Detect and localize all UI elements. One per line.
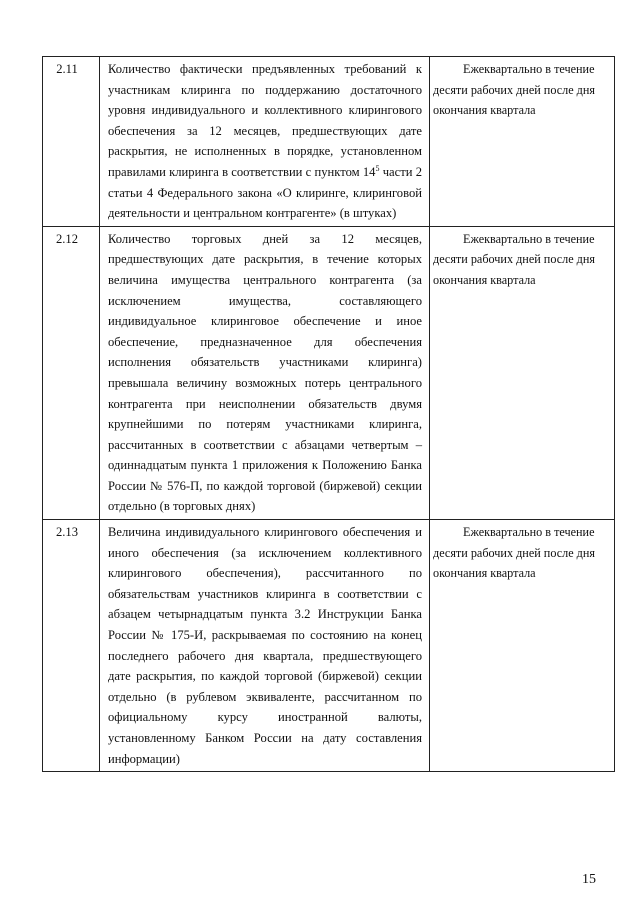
term-rest: десяти рабочих дней после дня окончания квартала: [433, 82, 595, 118]
page-number: 15: [582, 872, 596, 887]
row-description: Количество торговых дней за 12 месяцев, предшествующих дате раскрытия, в течение которых величина имущества центрального контрагента (за исключением имущества, составляющего индивидуальное клиринговое обеспечение и иное обеспечение, предназначенное для обеспечения исполнения обязательств участниками клиринга) превышала величину возможных потерь центрального контрагента при неисполнении обязательств двумя крупнейшими по потерям участниками клиринга, рассчитанных в соответствии с абзацами четвертым – одиннадцатым пункта 1 приложения к Положению Банка России № 576-П, по каждой торговой (биржевой) секции отдельно (в торговых днях): [100, 226, 430, 519]
table-row: [43, 520, 615, 772]
row-number: 2.13: [43, 520, 100, 772]
disclosure-table: [42, 56, 615, 772]
description-text: Количество фактически предъявленных требований к участникам клиринга по поддержанию достаточного уровня индивидуального и коллективного клирингового обеспечения за 12 месяцев, предшествующих дате раскрытия, не исполненных в порядке, установленном правилами клиринга в соответствии с пунктом 14: [108, 62, 422, 179]
row-description: [100, 57, 430, 227]
row-description: Величина индивидуального клирингового обеспечения и иного обеспечения (за исключением коллективного клирингового обеспечения), рассчитанного по обязательствам участников клиринга в соответствии с абзацем четырнадцатым пункта 3.2 Инструкции Банка России № 175-И, раскрываемая по состоянию на конец последнего рабочего дня квартала, предшествующего дате раскрытия, по каждой торговой (биржевой) секции отдельно (в рублевом эквиваленте, рассчитанном по официальному курсу иностранной валюты, установленному Банком России на дату составления информации): [100, 520, 430, 772]
term-rest: десяти рабочих дней после дня окончания квартала: [433, 545, 595, 581]
row-term: [430, 226, 615, 519]
table-row: [43, 57, 615, 227]
term-first-line: Ежеквартально в течение: [463, 62, 595, 76]
term-first-line: Ежеквартально в течение: [463, 231, 595, 246]
table-row: [43, 226, 615, 519]
row-number: 2.11: [43, 57, 100, 227]
description-superscript: 5: [375, 163, 380, 173]
term-first-line: Ежеквартально в течение: [463, 525, 595, 540]
row-term: [430, 520, 615, 772]
term-rest: десяти рабочих дней после дня окончания квартала: [433, 252, 595, 287]
row-term: [430, 57, 615, 227]
row-number: 2.12: [43, 226, 100, 519]
description-text-continued: части 2 статьи 4 Федерального закона «О клиринге, клиринговой деятельности и центральном контрагенте» (в штуках): [108, 164, 423, 221]
